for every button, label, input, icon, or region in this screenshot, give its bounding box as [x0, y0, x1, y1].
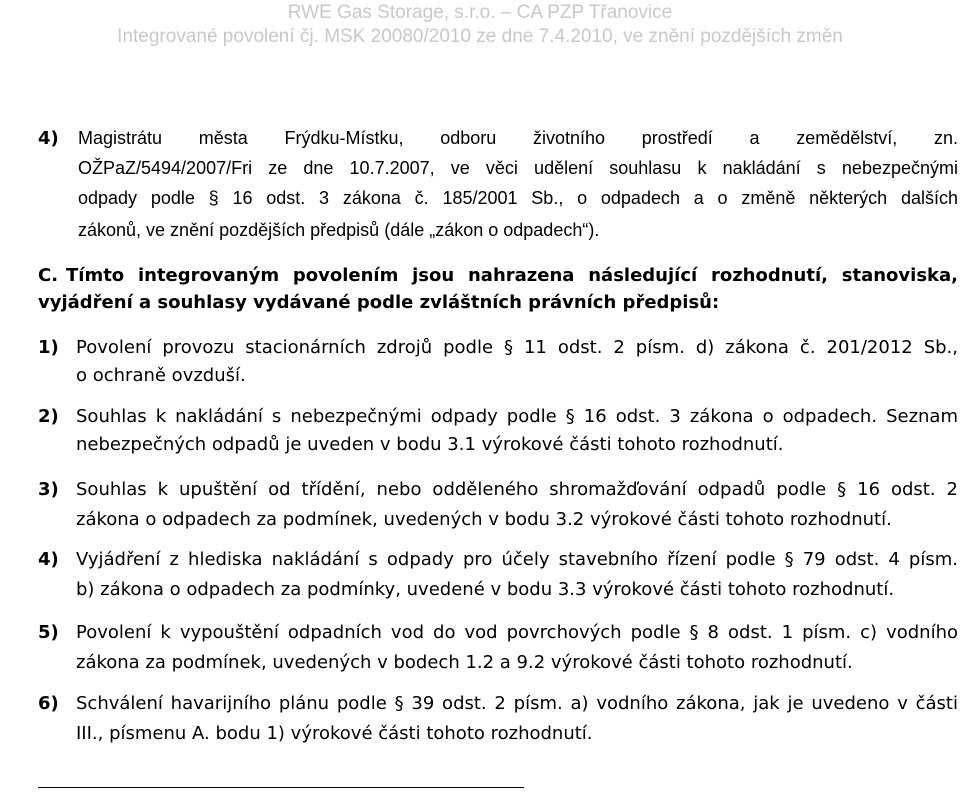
item-line: zákonů, ve znění pozdějších předpisů (dále „zákon o odpadech“). — [78, 220, 600, 240]
item-line: III., písmenu A. bodu 1) výrokové části tohoto rozhodnutí. — [76, 723, 593, 744]
item-line: Vyjádření z hlediska nakládání s odpady pro účely stavebního řízení podle § 79 odst. 4 písm. — [76, 549, 958, 570]
item-line: zákona o odpadech za podmínek, uvedených v bodu 3.2 výrokové části tohoto rozhodnutí. — [76, 509, 892, 530]
item-line: odpady podle § 16 odst. 3 zákona č. 185/2001 Sb., o odpadech a o změně některých dalších — [78, 188, 958, 208]
item-line: nebezpečných odpadů je uveden v bodu 3.1 výrokové části tohoto rozhodnutí. — [76, 434, 784, 455]
list-item-1 — [38, 337, 960, 397]
list-item-4 — [38, 549, 960, 609]
list-item-6 — [38, 693, 960, 753]
section-c-line: vyjádření a souhlasy vydávané podle zvláštních právních předpisů: — [38, 292, 720, 313]
item-4-magistrat — [38, 128, 960, 248]
item-number: 1) — [38, 337, 59, 358]
item-line: Povolení k vypouštění odpadních vod do vod povrchových podle § 8 odst. 1 písm. c) vodního — [76, 622, 958, 643]
list-item-3 — [38, 479, 960, 539]
item-line: Souhlas k upuštění od třídění, nebo odděleného shromažďování odpadů podle § 16 odst. 2 — [76, 479, 958, 500]
item-line: Magistrátu města Frýdku-Místku, odboru životního prostředí a zemědělství, zn. — [78, 128, 958, 148]
page-header — [0, 0, 960, 52]
item-line: Povolení provozu stacionárních zdrojů podle § 11 odst. 2 písm. d) zákona č. 201/2012 Sb., — [76, 337, 958, 358]
footnote-separator — [38, 787, 524, 788]
header-title: RWE Gas Storage, s.r.o. – CA PZP Třanovice — [287, 2, 673, 23]
item-line: o ochraně ovzduší. — [76, 365, 246, 386]
item-line: Schválení havarijního plánu podle § 39 odst. 2 písm. a) vodního zákona, jak je uvedeno v části — [76, 693, 958, 714]
item-line: OŽPaZ/5494/2007/Fri ze dne 10.7.2007, ve věci udělení souhlasu k nakládání s nebezpečnými — [78, 158, 958, 178]
item-number: 4) — [38, 549, 59, 570]
list-item-2 — [38, 406, 960, 466]
section-letter: C. — [38, 265, 59, 286]
item-number: 4) — [38, 128, 59, 149]
item-number: 3) — [38, 479, 59, 500]
section-c — [38, 265, 960, 325]
item-number: 2) — [38, 406, 59, 427]
item-line: b) zákona o odpadech za podmínky, uvedené v bodu 3.3 výrokové části tohoto rozhodnutí. — [76, 579, 895, 600]
header-subtitle: Integrované povolení čj. MSK 20080/2010 ze dne 7.4.2010, ve znění pozdějších změn — [117, 26, 843, 47]
section-c-line: Tímto integrovaným povolením jsou nahrazena následující rozhodnutí, stanoviska, — [66, 265, 958, 286]
item-line: zákona za podmínek, uvedených v bodech 1.2 a 9.2 výrokové části tohoto rozhodnutí. — [76, 652, 853, 673]
item-number: 6) — [38, 693, 59, 714]
item-number: 5) — [38, 622, 59, 643]
item-line: Souhlas k nakládání s nebezpečnými odpady podle § 16 odst. 3 zákona o odpadech. Seznam — [76, 406, 958, 427]
list-item-5 — [38, 622, 960, 682]
